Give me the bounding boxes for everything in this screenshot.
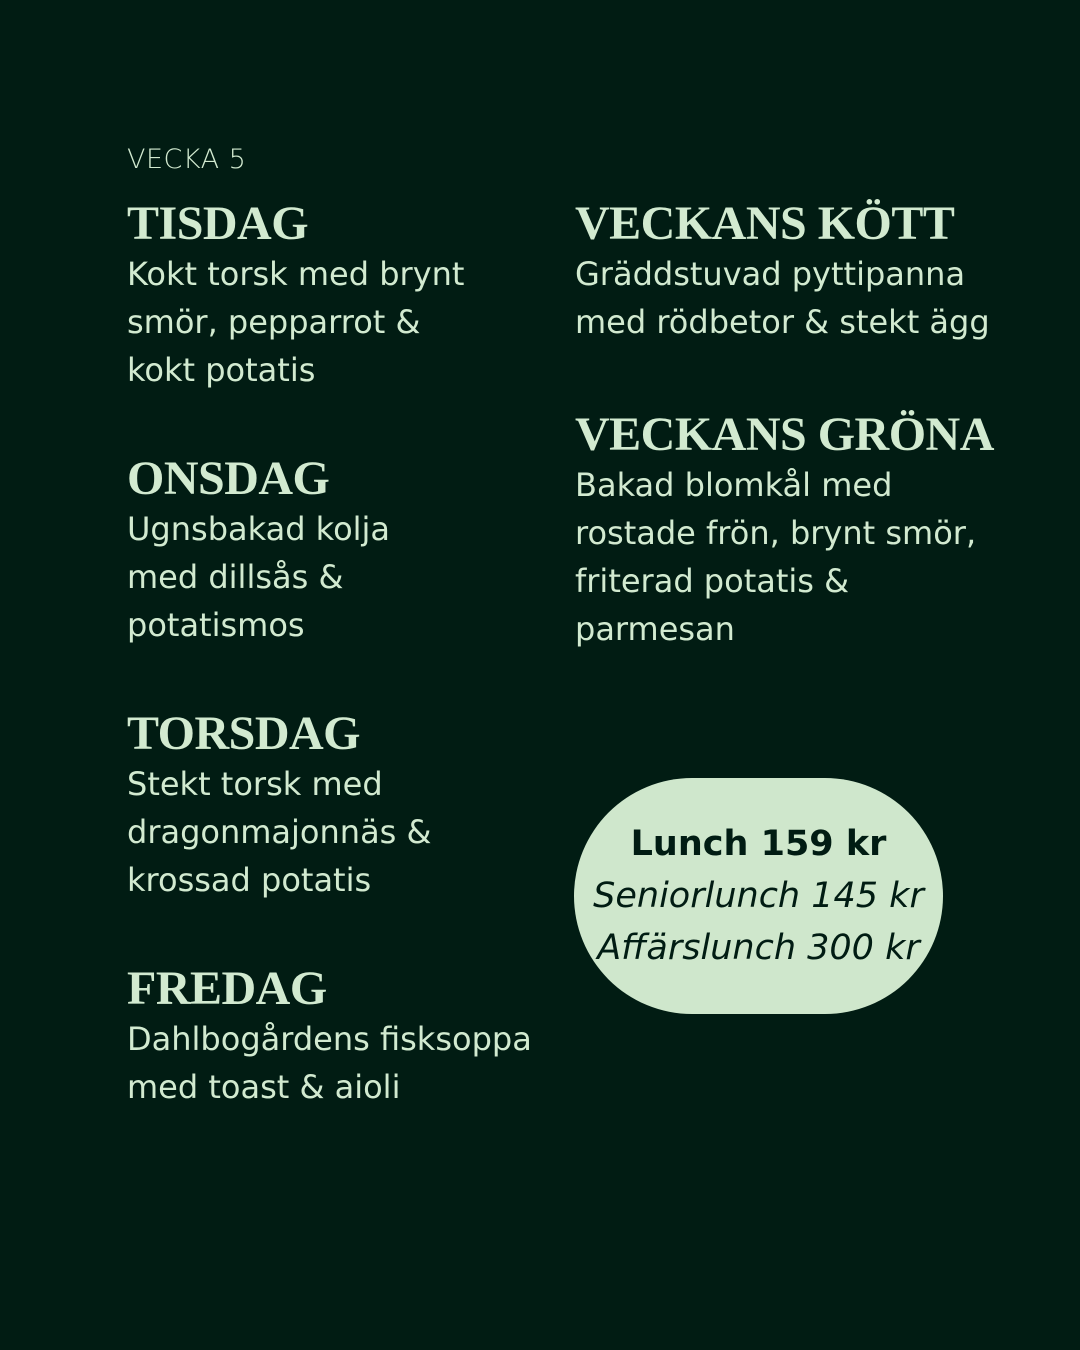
price-badge bbox=[574, 778, 943, 1014]
dish-description bbox=[575, 461, 994, 653]
menu-day-fredag bbox=[127, 963, 532, 1111]
dish-line: kokt potatis bbox=[127, 351, 316, 389]
menu-day-onsdag bbox=[127, 453, 390, 649]
dish-line: Dahlbogårdens fisksoppa bbox=[127, 1020, 532, 1058]
day-heading: TORSDAG bbox=[127, 707, 361, 760]
dish-line: smör, pepparrot & bbox=[127, 303, 421, 341]
senior-lunch-price: Seniorlunch 145 kr bbox=[593, 876, 924, 916]
dish-line: krossad potatis bbox=[127, 861, 372, 899]
lunch-price: Lunch 159 kr bbox=[630, 824, 887, 864]
menu-day-torsdag bbox=[127, 708, 431, 904]
weekly-heading: VECKANS GRÖNA bbox=[575, 408, 994, 461]
weekly-meat bbox=[575, 198, 990, 346]
dish-line: med toast & aioli bbox=[127, 1068, 401, 1106]
dish-description bbox=[127, 505, 390, 649]
weekly-heading: VECKANS KÖTT bbox=[575, 197, 955, 250]
weekly-green bbox=[575, 409, 994, 653]
dish-line: med dillsås & bbox=[127, 558, 344, 596]
dish-description bbox=[127, 250, 464, 394]
dish-line: med rödbetor & stekt ägg bbox=[575, 303, 990, 341]
dish-line: Gräddstuvad pyttipanna bbox=[575, 255, 966, 293]
dish-line: friterad potatis & bbox=[575, 562, 850, 600]
dish-line: rostade frön, brynt smör, bbox=[575, 514, 977, 552]
dish-description bbox=[127, 1015, 532, 1111]
week-label: VECKA 5 bbox=[127, 144, 247, 175]
dish-line: Ugnsbakad kolja bbox=[127, 510, 391, 548]
dish-line: Stekt torsk med bbox=[127, 765, 383, 803]
dish-description bbox=[127, 760, 431, 904]
dish-line: Kokt torsk med brynt bbox=[127, 255, 465, 293]
business-lunch-price: Affärslunch 300 kr bbox=[597, 928, 920, 968]
dish-line: parmesan bbox=[575, 610, 735, 648]
day-heading: FREDAG bbox=[127, 962, 327, 1015]
dish-description bbox=[575, 250, 990, 346]
dish-line: potatismos bbox=[127, 606, 305, 644]
day-heading: TISDAG bbox=[127, 197, 309, 250]
dish-line: Bakad blomkål med bbox=[575, 466, 893, 504]
day-heading: ONSDAG bbox=[127, 452, 330, 505]
menu-day-tisdag bbox=[127, 198, 464, 394]
dish-line: dragonmajonnäs & bbox=[127, 813, 432, 851]
